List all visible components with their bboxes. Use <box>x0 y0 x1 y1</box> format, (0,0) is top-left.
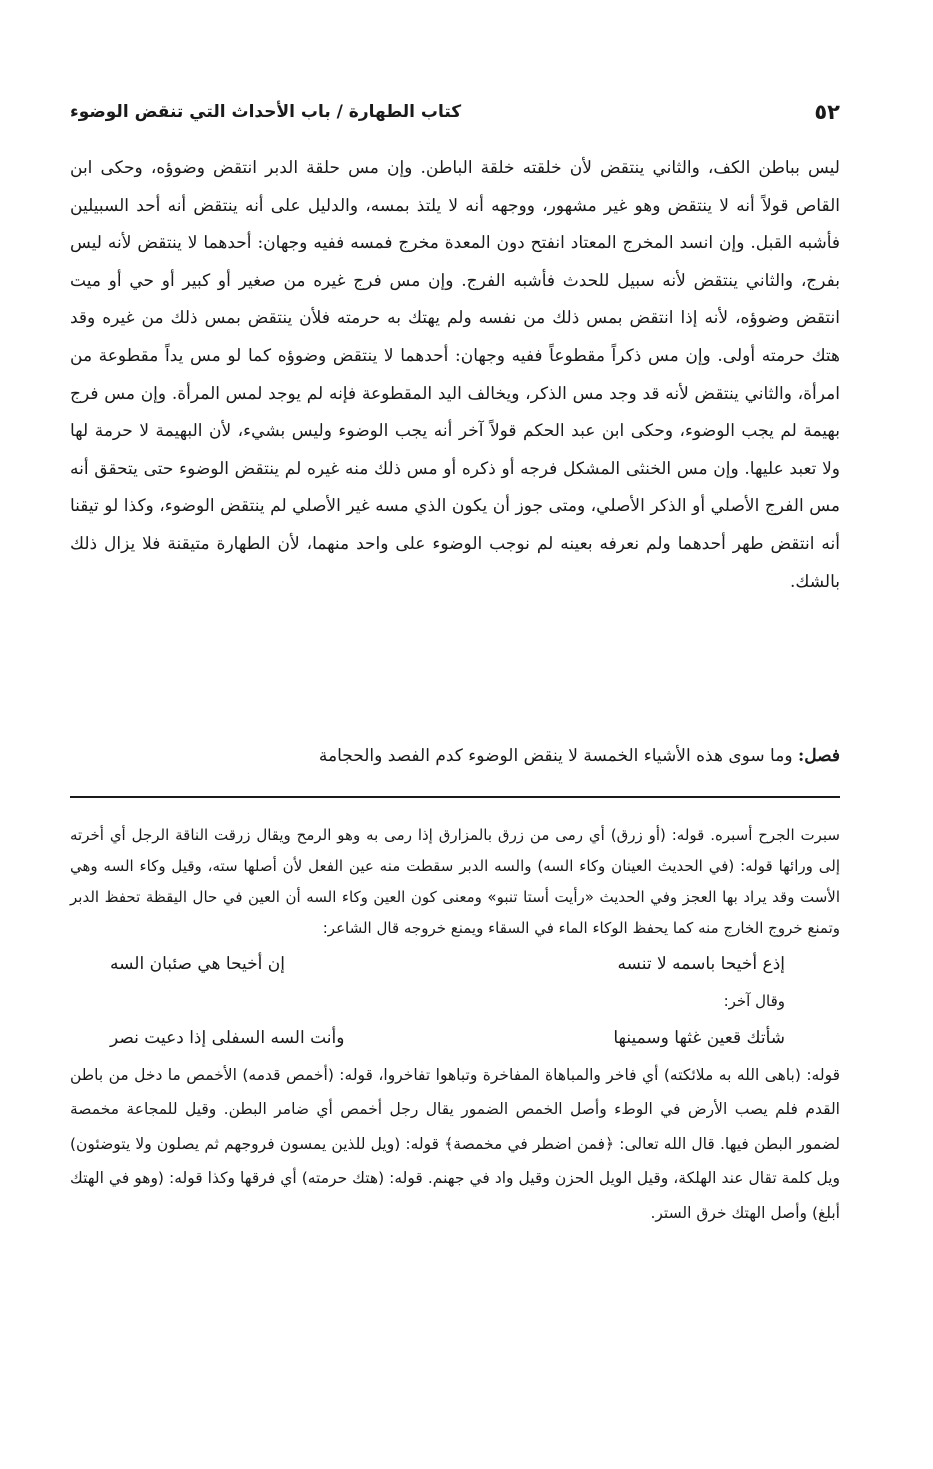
verse-1 <box>70 944 840 984</box>
fasl-text: وما سوى هذه الأشياء الخمسة لا ينقض الوضوء كدم الفصد والحجامة <box>318 746 793 766</box>
verse-1-first-hemistich: إذع أخيحا باسمه لا تنسه <box>617 954 785 974</box>
verse-2-second-hemistich: وأنت السه السفلى إذا دعيت نصر <box>110 1028 345 1048</box>
fasl-paragraph <box>70 738 840 776</box>
footnotes <box>70 820 840 1230</box>
fasl-label: فصل: <box>797 746 840 766</box>
main-paragraph: ليس بباطن الكف، والثاني ينتقض لأن خلقته خلقة الباطن. وإن مس حلقة الدبر انتقض وضوؤه، وحكى ابن القاص قولاً أنه لا ينتقض وهو غير مشهور، ووجهه أنه لا يلتذ بمسه، والدليل على أنه ينتقض أنه أحد السبيلين فأشبه القبل. وإن انسد المخرج المعتاد انفتح دون المعدة مخرج فمسه ففيه وجهان: أحدهما لا ينتقض لأنه ليس بفرج، والثاني ينتقض لأنه سبيل للحدث فأشبه الفرج. وإن مس فرج غيره من صغير أو كبير أو حي أو ميت انتقض وضوؤه، لأنه إذا انتقض بمس ذلك من نفسه ولم يهتك به حرمته فلأن ينتقض بمس ذلك من غيره وقد هتك حرمته أولى. وإن مس ذكراً مقطوعاً ففيه وجهان: أحدهما لا ينتقض وضوؤه كما لو مس يداً مقطوعة من امرأة، والثاني ينتقض لأنه قد وجد مس الذكر، ويخالف اليد المقطوعة فإنه لم يوجد لمس المرأة. وإن مس فرج بهيمة لم يجب الوضوء، وحكى ابن عبد الحكم قولاً آخر أنه يجب الوضوء وليس بشيء، لأن البهيمة لا حرمة لها ولا تعبد عليها. وإن مس الخنثى المشكل فرجه أو ذكره أو مس ذلك منه غيره لم ينتقض الوضوء حتى يتحقق أنه مس الفرج الأصلي أو الذكر الأصلي، ومتى جوز أن يكون الذي مسه غير الأصلي لم ينتقض الوضوء، وكذا لو تيقنا أنه انتقض طهر أحدهما ولم نعرفه بعينه لم نوجب الوضوء على واحد منهما، لأن الطهارة متيقنة فلا يزال ذلك بالشك. <box>70 158 841 592</box>
another-poet-label: وقال آخر: <box>723 992 785 1010</box>
verse-2-first-hemistich: شأتك قعين غثها وسمينها <box>613 1028 785 1048</box>
footnote-divider <box>70 796 840 798</box>
running-title: كتاب الطهارة / باب الأحداث التي تنقض الوضوء <box>70 102 462 122</box>
page-number: ٥٢ <box>814 100 840 124</box>
verse-2 <box>70 1018 840 1058</box>
footnote-block-1: سبرت الجرح أسبره. قوله: (أو زرق) أي رمى من زرق بالمزارق إذا رمى به وهو الرمح ويقال زرقت الناقة الرجل أي أخرته إلى ورائها قوله: (في الحديث العينان وكاء السه) والسه الدبر سقطت منه عين الفعل لأن أصلها سته، وقيل وكاء السه وهي الأست وقد يراد بها العجز وفي الحديث «رأيت أستا تنبو» ومعنى كون العين وكاء السه أن العين في حال اليقظة تحفظ الدبر وتمنع خروج الخارج منه كما يحفظ الوكاء الماء في السقاء ويمنع خروجه قال الشاعر: <box>70 826 840 937</box>
page-header <box>70 98 840 134</box>
verse-1-second-hemistich: إن أخيحا هي صئبان السه <box>110 954 286 974</box>
footnote-block-2: قوله: (باهى الله به ملائكته) أي فاخر والمباهاة المفاخرة وتباهوا تفاخروا، قوله: (أخمص قدمه) الأخمص ما دخل من باطن القدم فلم يصب الأرض في الوطء وأصل الخمص الضمور يقال رجل أخمص أي ضامر البطن. وقيل للمجاعة مخمصة لضمور البطن فيها. قال الله تعالى: ﴿فمن اضطر في مخمصة﴾ قوله: (ويل للذين يمسون فروجهم ثم يصلون ولا يتوضئون) ويل كلمة تقال عند الهلكة، وقيل الويل الحزن وقيل واد في جهنم. قوله: (هتك حرمته) أي فرقها وكذا قوله: (وهو في الهتك أبلغ) وأصل الهتك خرق الستر. <box>70 1066 840 1222</box>
